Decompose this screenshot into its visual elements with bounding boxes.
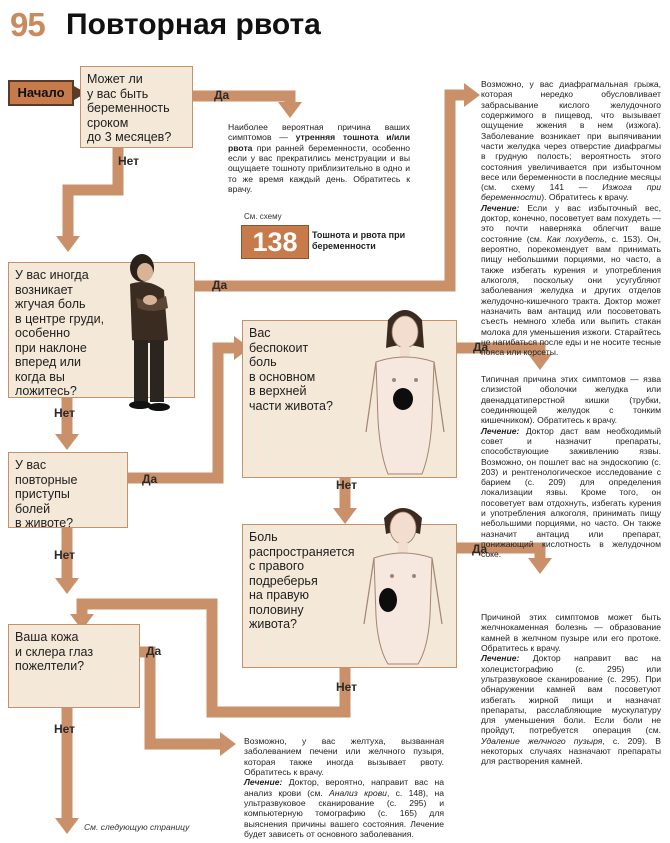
question-text: Вас беспокоит боль в основном в верхней части живота? xyxy=(249,326,333,413)
arrowhead xyxy=(55,434,79,450)
answer-reference: Удаление желчного пузыря xyxy=(481,735,603,746)
woman-upper-abdomen-illustration xyxy=(360,304,450,478)
answer-reference: Изжога при беременности xyxy=(481,182,661,203)
answer-text: Наиболее вероятная причина ваших симптомов — xyxy=(228,122,410,143)
answer-ulcer xyxy=(481,374,661,560)
question-text: У вас повторные приступы болей в животе? xyxy=(15,458,78,530)
arrowhead xyxy=(333,508,357,524)
man-chest-pain-illustration xyxy=(112,248,184,416)
yes-label: Да xyxy=(212,278,228,292)
answer-text: Если у вас избыточный вес, доктор, конечно, посоветует вам похудеть — это почти наверняка облегчит ваше состояние (см. xyxy=(481,202,661,244)
answer-reference: Как похудеть xyxy=(546,233,605,244)
arrowhead xyxy=(464,83,480,107)
answer-pregnancy xyxy=(228,122,410,194)
treatment-label: Лечение: xyxy=(481,653,520,664)
question-text: Ваша кожа и склера глаз пожелтели? xyxy=(15,630,94,673)
question-jaundice xyxy=(8,624,140,708)
answer-text: Типичная причина этих симптомов — язва слизистой оболочки желудка или двенадцатиперстной кишки (трубки, соединяющей желудок с тонким кишечником). Обратитесь к врачу. xyxy=(481,374,661,426)
answer-text: Причиной этих симптомов может быть желчнокаменная болезнь — образование камней в желчном пузыре или его протоке. Обратитесь к врачу. xyxy=(481,612,661,653)
page-title: Повторная рвота xyxy=(66,8,321,41)
woman-right-side-illustration xyxy=(358,500,448,668)
answer-jaundice xyxy=(244,736,444,839)
answer-text: Доктор направит вас на холецистографию (с. 295) или ультразвуковое сканирование (с. 295). При обнаружении камней вам посоветуют избегать жирной пищи и назначат препараты, расслабляющие мускулатуру для уменьшения боли. Если боли не пройдут, потребуется операция (см. xyxy=(481,653,661,736)
question-text: Боль распространяется с правого подреберья на правую половину живота? xyxy=(249,530,355,631)
arrowhead xyxy=(220,732,236,756)
answer-text: Возможно, у вас желтуха, вызванная заболеванием печени или желчного пузыря, которая также иногда вызывает рвоту. Обратитесь к врачу. xyxy=(244,736,444,777)
yes-label: Да xyxy=(146,644,162,658)
treatment-label: Лечение: xyxy=(481,202,520,213)
question-pregnancy xyxy=(80,66,193,148)
no-label: Нет xyxy=(54,722,76,736)
no-label: Нет xyxy=(118,154,140,168)
arrowhead xyxy=(56,236,80,252)
see-chart-label: См. схему xyxy=(244,212,282,221)
no-label: Нет xyxy=(336,680,358,694)
no-label: Нет xyxy=(336,478,358,492)
start-label: Начало xyxy=(17,85,65,100)
answer-gallstones xyxy=(481,612,661,767)
answer-emphasis: утренняя тошнота и/или рвота xyxy=(228,132,410,153)
yes-label: Да xyxy=(473,340,489,354)
arrowhead xyxy=(278,102,302,118)
question-text: Может ли у вас быть беременность сроком до 3 месяцев? xyxy=(87,72,172,144)
answer-text: , с. 209). В некоторых случаях назначают препараты для растворения камней. xyxy=(481,735,662,767)
answer-hiatal-hernia xyxy=(481,79,661,357)
no-label: Нет xyxy=(54,406,76,420)
pain-area-marker xyxy=(393,388,413,410)
start-badge xyxy=(8,80,74,106)
answer-text: , с. 153). Он, вероятно, порекомендует вам принимать пищу небольшими порциями, но часто, а также избегать курения и употребления алкоголя, поскольку они усугубляют заболевания желудка и других отделов желудочно-кишечного тракта. Доктор может назначить вам антацид или посоветовать съесть немного хлеба или выпить стакан молока для уменьшения изжоги. Старайтесь не нагибаться после еды и не носите тесные пояса или корсеты. xyxy=(481,233,661,358)
no-label: Нет xyxy=(54,548,76,562)
question-abdominal-attacks xyxy=(8,452,128,528)
yes-label: Да xyxy=(472,542,488,556)
yes-label: Да xyxy=(142,472,158,486)
pain-area-marker xyxy=(379,588,397,612)
page-number: 95 xyxy=(10,6,45,43)
arrow-q1-no xyxy=(68,148,118,238)
answer-text: при ранней беременности, особенно если у вас прекратились менструации и вы ощущаете тошноту приблизительно в одно и то же время каждый день. Обратитесь к врачу. xyxy=(228,142,410,194)
arrowhead xyxy=(55,578,79,594)
treatment-label: Лечение: xyxy=(481,425,520,436)
arrowhead xyxy=(528,558,552,574)
treatment-label: Лечение: xyxy=(244,777,283,788)
answer-text: Доктор даст вам необходимый совет и назначит препараты, способствующие заживлению язвы. Возможно, он пошлет вас на эндоскопию (с. 203) и рентгенологическое исследование с барием (с. 209) для определения локализации язвы. Кроме того, он посоветует вам отдохнуть, избегать курения и употребления алкоголя, принимать пищу небольшими порциями, но часто. Он также назначит антацид или препарат, понижающий кислотность в желудочном соке. xyxy=(481,425,661,560)
answer-text: ). Обратитесь к врачу. xyxy=(541,192,629,203)
next-page-note: См. следующую страницу xyxy=(84,822,190,832)
answer-text: Возможно, у вас диафрагмальная грыжа, которая нередко обусловливает забрасывание кислого желудочного содержимого в пищевод, что вызывает ощущение жжения в нем (изжога). Заболевание возникает при выпячивании части желудка через отверстие диафрагмы в грудную полость; вероятность этого состояния увеличивается при избыточном весе или беременности в последние месяцы (см. схему 141 — xyxy=(481,79,662,193)
answer-text: Доктор, вероятно, направит вас на анализ крови (см. xyxy=(244,777,444,798)
answer-text: , с. 148), на ультразвуковое сканирование (с. 295) и компьютерную томографию (с. 165) для выяснения причины вашего состояния. Лечение будет зависеть от основного заболевания. xyxy=(244,787,444,839)
question-text: У вас иногда возникает жгучая боль в центре груди, особенно при наклоне вперед или когда вы ложитесь? xyxy=(15,268,105,398)
see-chart-number: 138 xyxy=(252,227,298,257)
see-chart-badge xyxy=(241,225,309,259)
see-chart-title: Тошнота и рвота при беременности xyxy=(312,230,406,251)
yes-label: Да xyxy=(214,88,230,102)
arrowhead xyxy=(55,818,79,834)
answer-reference: Анализ крови xyxy=(329,787,387,798)
